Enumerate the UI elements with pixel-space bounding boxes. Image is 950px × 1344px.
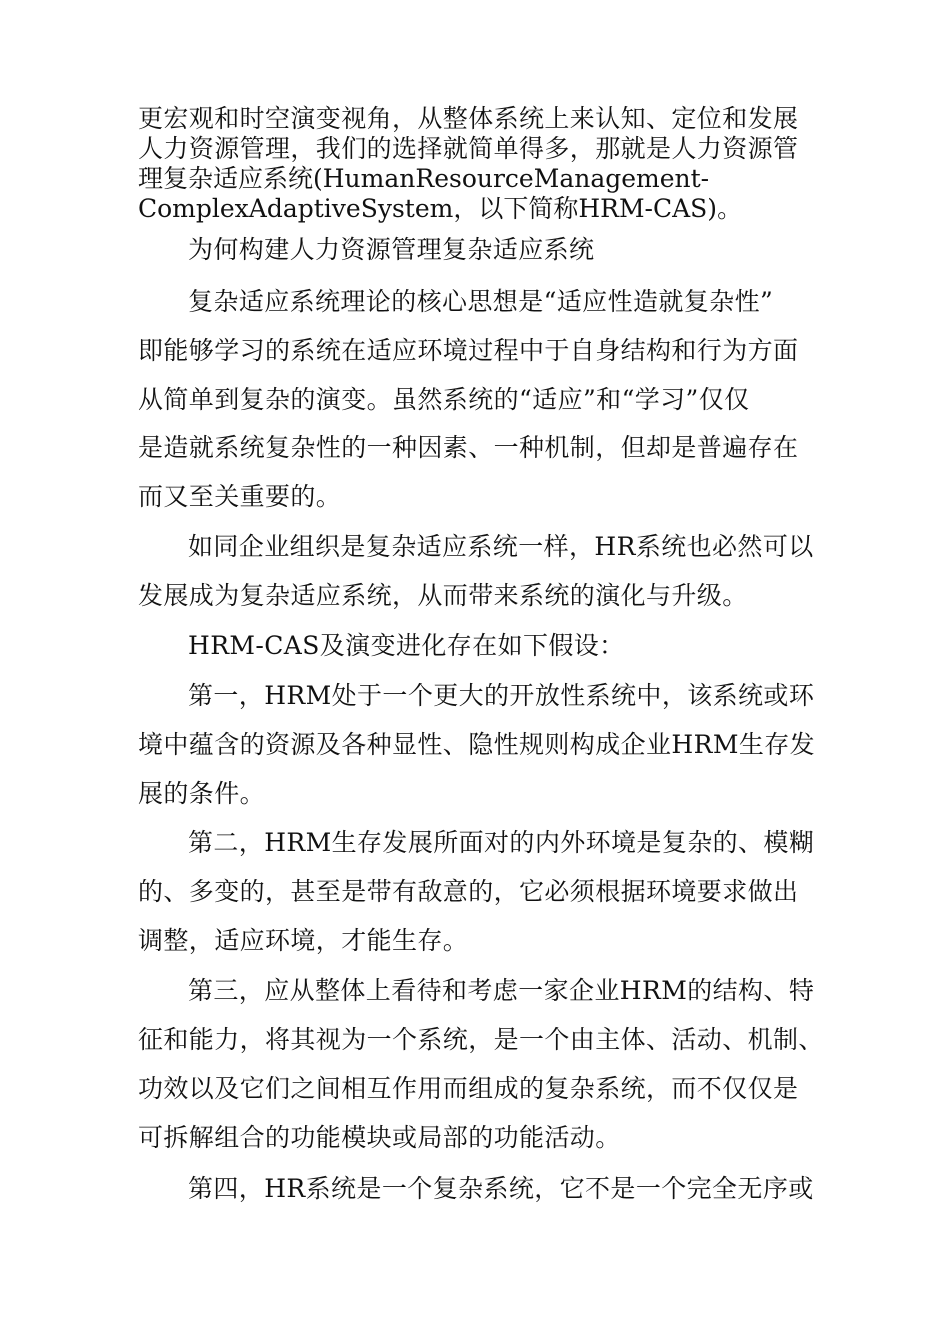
intro-line-3: 理复杂适应系统(HumanResourceManagement- [138,164,710,193]
para6-line-3: 功效以及它们之间相互作用而组成的复杂系统，而不仅仅是 [138,1074,799,1103]
para4-line-2: 境中蕴含的资源及各种显性、隐性规则构成企业HRM生存发 [138,730,816,759]
para5-line-2: 的、多变的，甚至是带有敌意的，它必须根据环境要求做出 [138,877,799,906]
para7-line-1: 第四，HR系统是一个复杂系统，它不是一个完全无序或 [188,1174,814,1203]
para1-line-1: 复杂适应系统理论的核心思想是“适应性造就复杂性” [188,287,774,316]
intro-line-2: 人力资源管理，我们的选择就简单得多，那就是人力资源管 [138,134,799,163]
section-heading: 为何构建人力资源管理复杂适应系统 [188,235,595,264]
para6-line-4: 可拆解组合的功能模块或局部的功能活动。 [138,1123,621,1152]
para1-line-3: 从简单到复杂的演变。虽然系统的“适应”和“学习”仅仅 [138,385,750,414]
intro-line-4: ComplexAdaptiveSystem，以下简称HRM-CAS)。 [138,194,743,223]
para5-line-3: 调整，适应环境，才能生存。 [138,926,469,955]
para6-line-1: 第三，应从整体上看待和考虑一家企业HRM的结构、特 [188,976,815,1005]
para4-line-1: 第一，HRM处于一个更大的开放性系统中，该系统或环 [188,681,815,710]
para4-line-3: 展的条件。 [138,779,266,808]
para1-line-4: 是造就系统复杂性的一种因素、一种机制，但却是普遍存在 [138,433,799,462]
para1-line-5: 而又至关重要的。 [138,482,342,511]
para1-line-2: 即能够学习的系统在适应环境过程中于自身结构和行为方面 [138,336,799,365]
para2-line-2: 发展成为复杂适应系统，从而带来系统的演化与升级。 [138,581,748,610]
intro-line-1: 更宏观和时空演变视角，从整体系统上来认知、定位和发展 [138,104,799,133]
para5-line-1: 第二，HRM生存发展所面对的内外环境是复杂的、模糊 [188,828,815,857]
para3-line-1: HRM-CAS及演变进化存在如下假设： [188,631,625,660]
para6-line-2: 征和能力，将其视为一个系统，是一个由主体、活动、机制、 [138,1025,824,1054]
para2-line-1: 如同企业组织是复杂适应系统一样，HR系统也必然可以 [188,532,814,561]
